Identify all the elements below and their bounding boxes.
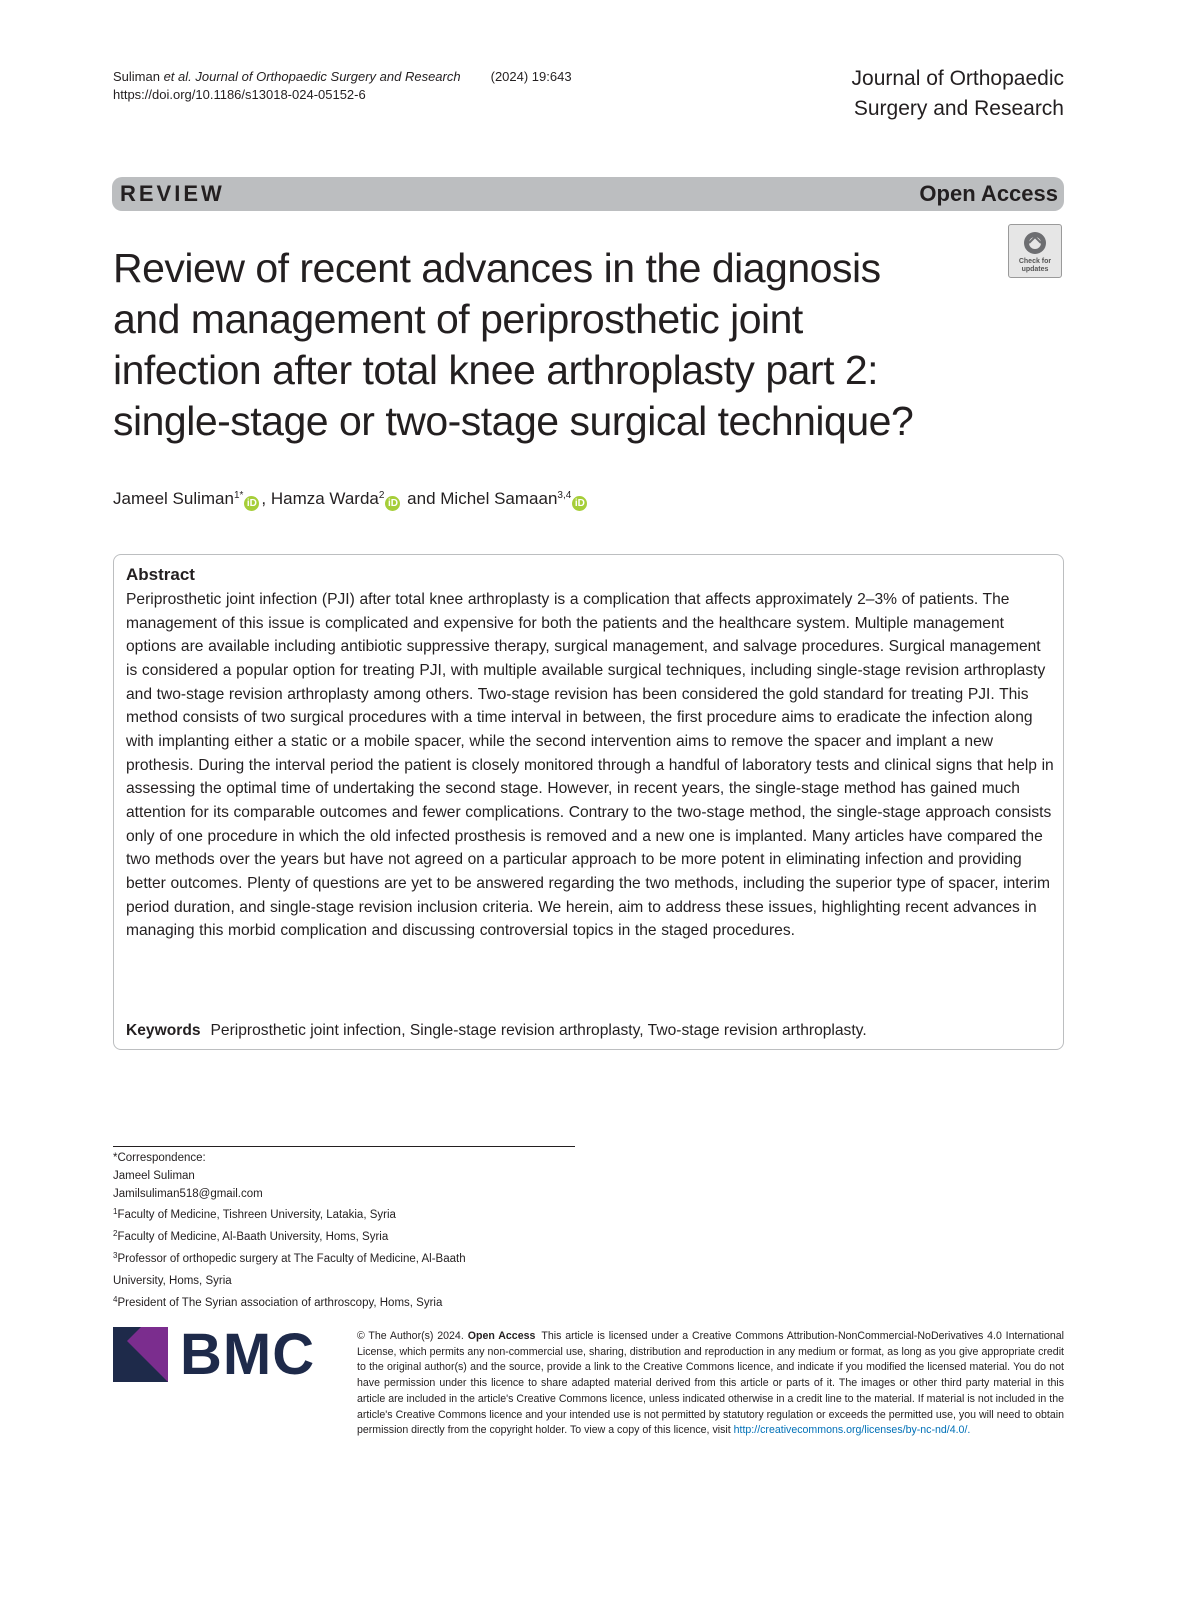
abstract-heading: Abstract (126, 565, 195, 584)
keywords-label: Keywords (126, 1022, 201, 1039)
copyright: © The Author(s) 2024. (357, 1330, 464, 1342)
journal-name (852, 64, 1064, 124)
article-title (113, 243, 1013, 447)
affiliation-text: President of The Syrian association of arthroscopy, Homs, Syria (117, 1296, 443, 1309)
journal-line-2: Surgery and Research (853, 97, 1064, 120)
license-text (357, 1329, 1064, 1439)
citation-line (113, 68, 572, 86)
orcid-icon[interactable]: iD (385, 496, 400, 511)
correspondence-label: *Correspondence: (113, 1152, 206, 1164)
footnote-divider (113, 1146, 575, 1147)
author-affiliation-sup: 1* (233, 490, 244, 501)
affiliation-sup: 2 (113, 1229, 118, 1239)
license-body: This article is licensed under a Creative Commons Attribution-NonCommercial-NoDerivatives 4.0 International License, which permits any non-commercial use, sharing, distribution and reproduction in any medium or format, as long as you give appropriate credit to the original author(s) and the source, provide a link to the Creative Commons licence, and indicate if you modified the licensed material. You do not have permission under this licence to share adapted material derived from this article or parts of it. The images or other third party material in this article are included in the article's Creative Commons licence, unless indicated otherwise in a credit line to the material. If material is not included in the article's Creative Commons licence and your intended use is not permitted by statutory regulation or exceeds the permitted use, you will need to obtain permission directly from the copyright holder. To view a copy of this licence, visit (357, 1330, 1064, 1437)
article-type-label: REVIEW (120, 181, 225, 206)
title-line: single-stage or two-stage surgical technique? (113, 398, 914, 444)
title-line: Review of recent advances in the diagnosis (113, 245, 881, 291)
open-access-label: Open Access (919, 181, 1058, 206)
title-line: and management of periprosthetic joint (113, 296, 803, 342)
citation-volume: (2024) 19:643 (490, 69, 572, 84)
affiliation-item (113, 1291, 583, 1313)
affiliation-item (113, 1247, 583, 1269)
affiliation-sup: 1 (113, 1207, 118, 1217)
author-affiliation-sup: 2 (378, 490, 385, 501)
affiliation-text: Faculty of Medicine, Al-Baath University, Homs, Syria (117, 1231, 389, 1244)
title-line: infection after total knee arthroplasty part 2: (113, 347, 879, 393)
affiliation-item (113, 1269, 583, 1291)
bmc-logo-text: BMC (180, 1322, 316, 1387)
license-link[interactable]: http://creativecommons.org/licenses/by-nc-nd/4.0/. (733, 1424, 971, 1437)
correspondence-email[interactable]: Jamilsuliman518@gmail.com (113, 1187, 263, 1200)
keywords (126, 1020, 1054, 1042)
abstract-text: Periprosthetic joint infection (PJI) after total knee arthroplasty is a complication that affects approximately 2–3% of patients. The management of this issue is complicated and expensive for both the patients and the healthcare system. Multiple management options are available including antibiotic suppressive therapy, surgical management, and salvage procedures. Surgical management is considered a popular option for treating PJI, with multiple available surgical techniques, including single-stage revision arthroplasty and two-stage revision arthroplasty among others. Two-stage revision has been considered the gold standard for treating PJI. This method consists of two surgical procedures with a time interval in between, the first procedure aims to eradicate the infection along with implanting either a static or a mobile spacer, while the second intervention aims to remove the spacer and implant a new prothesis. During the interval period the patient is closely monitored through a handful of laboratory tests and clinical signs that help in assessing the optimal time of undertaking the second stage. However, in recent years, the single-stage method has gained much attention for its comparable outcomes and fewer complications. Contrary to the two-stage method, the single-stage approach consists only of one procedure in which the old infected prosthesis is removed and a new one is implanted. Many articles have compared the two methods over the years but have not agreed on a particular approach to be more potent in eliminating infection and providing better outcomes. Plenty of questions are yet to be answered regarding the two methods, including the superior type of spacer, interim period duration, and single-stage revision inclusion criteria. We herein, aim to address these issues, highlighting recent advances in managing this morbid complication and discussing controversial topics in the staged procedures. (126, 591, 1054, 940)
journal-line-1: Journal of Orthopaedic (851, 67, 1064, 90)
doi-link[interactable]: https://doi.org/10.1186/s13018-024-05152-6 (113, 87, 366, 102)
author-name[interactable]: Jameel Suliman (113, 489, 234, 508)
check-for-updates-label[interactable]: Check for updates (1018, 258, 1052, 273)
open-access-note: Open Access (467, 1330, 536, 1342)
citation-authors: Suliman (113, 69, 164, 84)
keywords-text: Periprosthetic joint infection, Single-stage revision arthroplasty, Two-stage revision arthroplasty. (210, 1022, 867, 1039)
author-separator: , (261, 489, 271, 508)
citation-block (113, 68, 572, 104)
author-name[interactable]: Hamza Warda (270, 489, 379, 508)
affiliation-text: Faculty of Medicine, Tishreen University, Latakia, Syria (117, 1209, 396, 1222)
author-list (113, 484, 589, 511)
citation-journal: Journal of Orthopaedic Surgery and Research (195, 69, 461, 84)
affiliation-item (113, 1225, 583, 1247)
affiliation-sup: 4 (113, 1294, 118, 1304)
affiliation-item (113, 1203, 583, 1225)
author-name[interactable]: Michel Samaan (440, 489, 558, 508)
correspondence-name: Jameel Suliman (113, 1169, 195, 1182)
orcid-icon[interactable]: iD (572, 496, 587, 511)
affiliation-sup: 3 (113, 1250, 118, 1260)
affiliation-text: Professor of orthopedic surgery at The Faculty of Medicine, Al-Baath (117, 1252, 466, 1265)
orcid-icon[interactable]: iD (244, 496, 259, 511)
author-affiliation-sup: 3,4 (557, 490, 572, 501)
author-separator: and (402, 489, 441, 508)
affiliations (113, 1150, 583, 1312)
citation-etal: et al. (163, 69, 192, 84)
affiliation-text: University, Homs, Syria (113, 1274, 232, 1287)
